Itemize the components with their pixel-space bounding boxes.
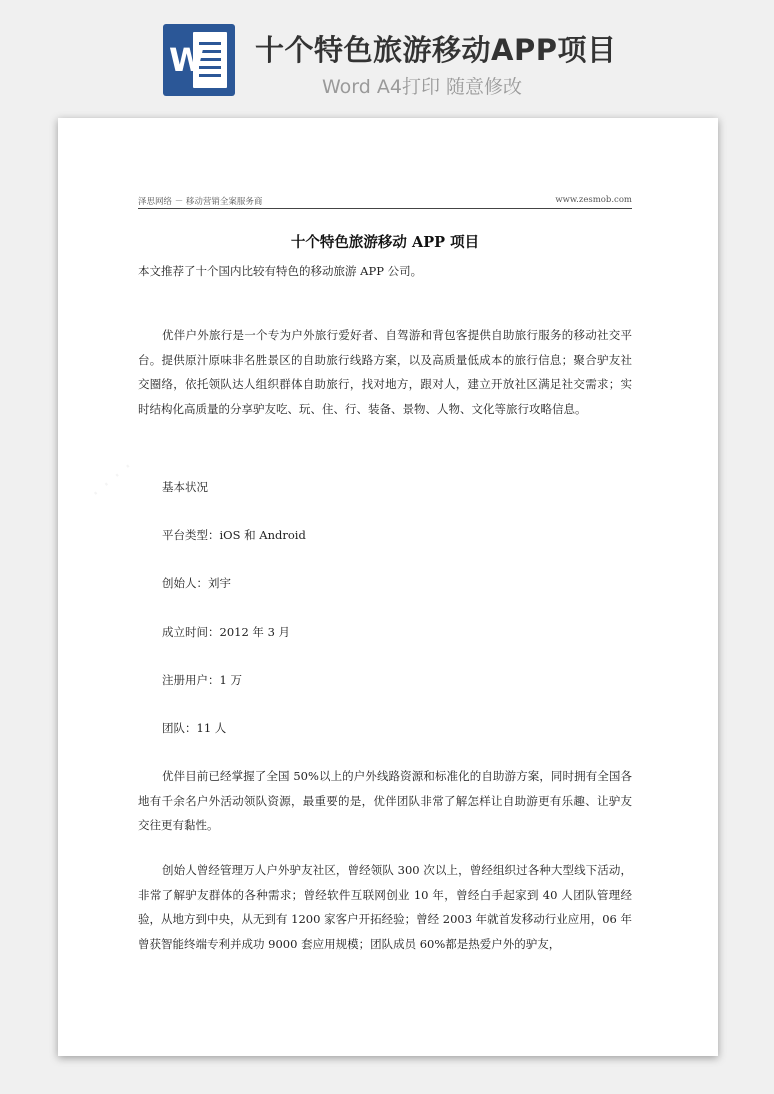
watermark xyxy=(86,455,140,506)
header-company: 泽思网络 － 移动营销全案服务商 xyxy=(138,197,263,207)
intro-text: 本文推荐了十个国内比较有特色的移动旅游 APP 公司。 xyxy=(138,264,423,278)
document-page xyxy=(58,118,718,1056)
page-header xyxy=(138,194,632,209)
founder: 创始人：刘宇 xyxy=(162,576,231,590)
word-logo-letter: W xyxy=(169,41,205,79)
paragraph-founder-background: 创始人曾经管理万人户外驴友社区，曾经领队 300 次以上，曾经组织过各种大型线下活动，非常了解驴友群体的各种需求；曾经软件互联网创业 10 年，曾经白手起家到 40 人团队管理经验，从地方到中央，从无到有 1200 家客户开拓经验；曾经 2003 年就首发移动行业应用，06 年曾获智能终端专利并成功 9000 套应用规模；团队成员 60%都是热爱户外的驴友， xyxy=(138,863,632,951)
banner-subtitle: Word A4打印 随意修改 xyxy=(322,76,523,98)
registered-users: 注册用户：1 万 xyxy=(162,673,242,687)
document-title: 十个特色旅游移动 APP 项目 xyxy=(290,234,480,251)
banner xyxy=(0,0,774,110)
paragraph-overview: 优伴户外旅行是一个专为户外旅行爱好者、自驾游和背包客提供自助旅行服务的移动社交平台。提供原汁原味非名胜景区的自助旅行线路方案，以及高质量低成本的旅行信息；聚合驴友社交圈络，依托领队达人组织群体自助旅行，找对地方，跟对人，建立开放社区满足社交需求；实时结构化高质量的分享驴友吃、玩、住、行、装备、景物、人物、文化等旅行攻略信息。 xyxy=(138,328,632,416)
banner-title: 十个特色旅游移动APP项目 xyxy=(255,33,617,67)
platform-type: 平台类型：iOS 和 Android xyxy=(162,528,306,542)
section-basic-status: 基本状况 xyxy=(162,480,208,494)
word-document-icon xyxy=(163,24,235,96)
header-website: www.zesmob.com xyxy=(555,195,632,205)
paragraph-resources: 优伴目前已经掌握了全国 50%以上的户外线路资源和标准化的自助游方案，同时拥有全国各地有千余名户外活动领队资源，最重要的是，优伴团队非常了解怎样让自助游更有乐趣、让驴友交往更有黏性。 xyxy=(138,769,632,832)
founded-date: 成立时间：2012 年 3 月 xyxy=(162,625,291,639)
team-size: 团队：11 人 xyxy=(162,721,227,735)
